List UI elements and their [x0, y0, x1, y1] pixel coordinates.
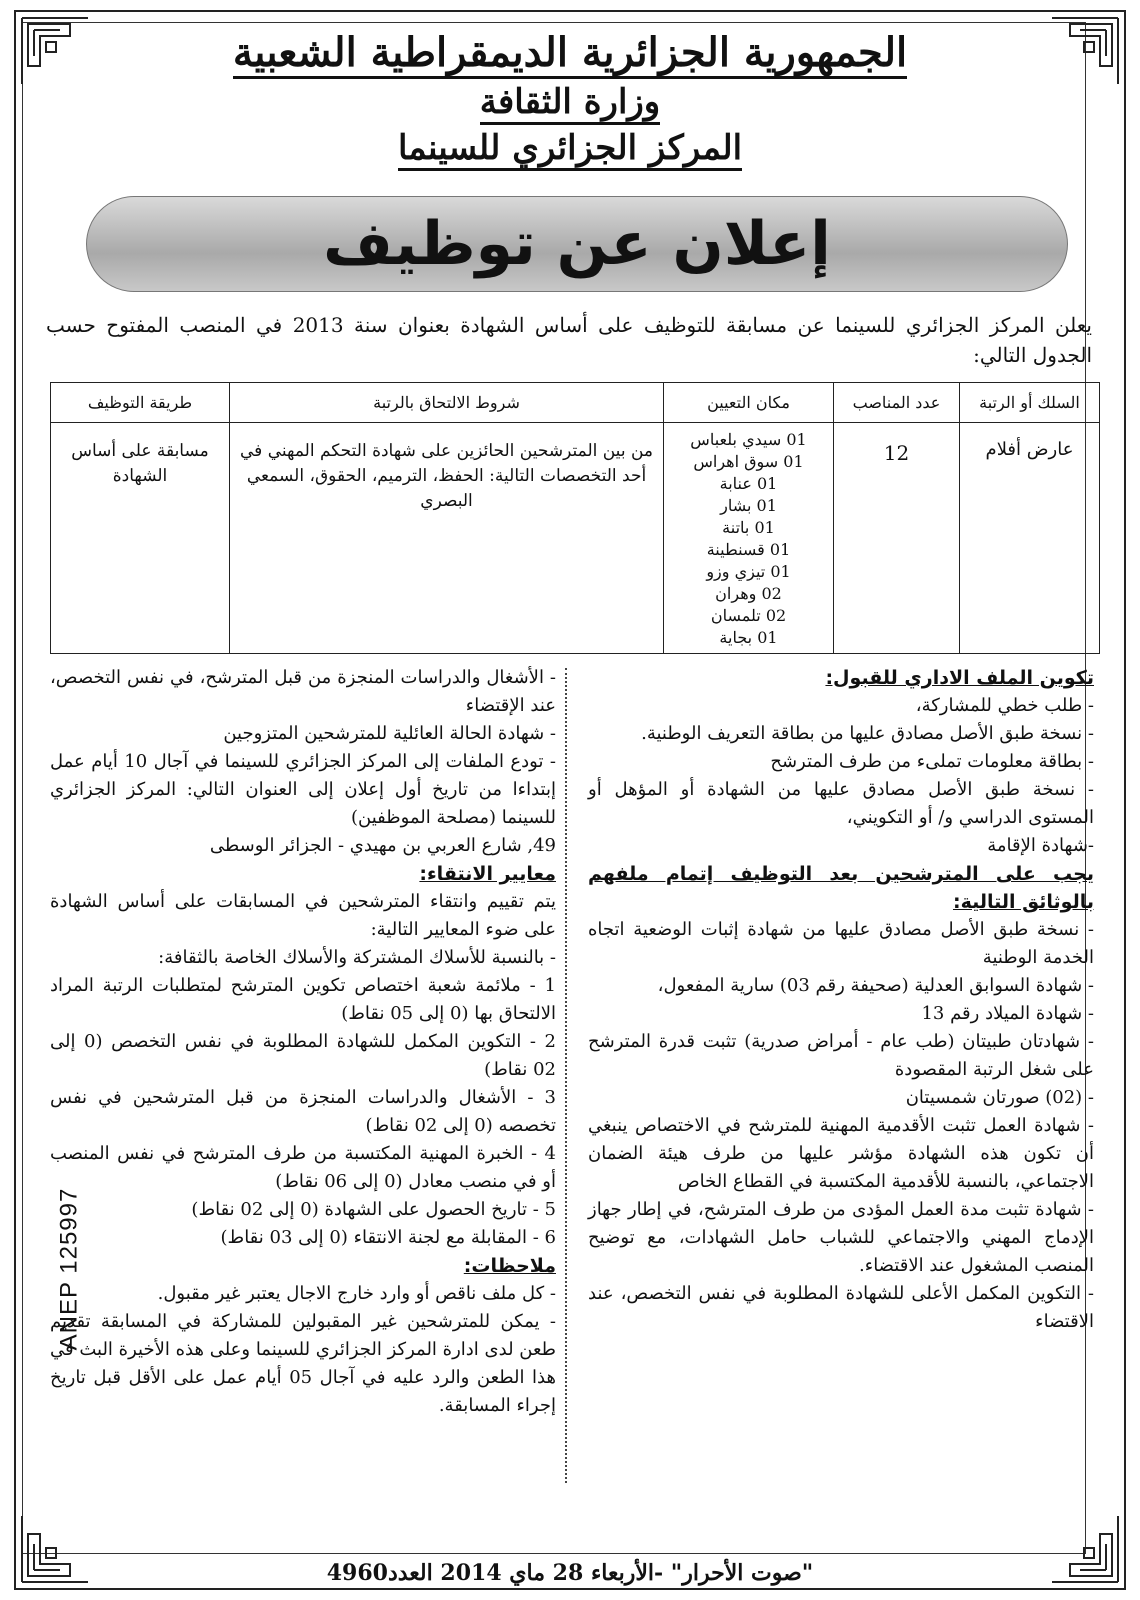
admin-file-title: تكوين الملف الاداري للقبول:	[825, 667, 1094, 689]
cell-places	[664, 423, 834, 654]
address-line: 49, شارع العربي بن مهيدي - الجزائر الوسطى	[209, 835, 556, 856]
right-column	[588, 664, 1094, 1336]
banner-title: إعلان عن توظيف	[323, 209, 831, 279]
header-method: طريقة التوظيف	[51, 383, 230, 423]
criteria-item: 5 - تاريخ الحصول على الشهادة (0 إلى 02 نقاط)	[191, 1199, 556, 1220]
place-item: 01 قسنطينة	[706, 540, 791, 559]
criteria-item: 4 - الخبرة المهنية المكتسبة من طرف المترشح في نفس المنصب أو في منصب معادل (0 إلى 06 نقاط)	[50, 1143, 556, 1192]
list-item: - شهادة السوابق العدلية (صحيفة رقم 03) سارية المفعول،	[657, 975, 1094, 996]
list-item: - شهادة الميلاد رقم 13	[921, 1003, 1094, 1024]
criteria-item: 6 - المقابلة مع لجنة الانتقاء (0 إلى 03 نقاط)	[220, 1227, 556, 1248]
place-item: 02 تلمسان	[710, 606, 787, 625]
header-conditions: شروط الالتحاق بالرتبة	[230, 383, 664, 423]
criteria-intro: يتم تقييم وانتقاء المترشحين في المسابقات على أساس الشهادة على ضوء المعايير التالية:	[50, 891, 556, 940]
place-item: 01 باتنة	[722, 518, 775, 537]
place-item: 01 سوق اهراس	[693, 452, 804, 471]
cell-count: 12	[834, 423, 960, 654]
list-item: - شهادة العمل تثبت الأقدمية المهنية للمترشح في الاختصاص ينبغي أن تكون هذه الشهادة مؤشر عليها من طرف هيئة الضمان الاجتماعي، بالنسبة للأقدمية المكتسبة في القطاع الخاص	[588, 1115, 1094, 1192]
list-item: - تودع الملفات إلى المركز الجزائري للسينما في آجال 10 أيام عمل إبتداءا من تاريخ أول إعلان إلى العنوان التالي: المركز الجزائري للسينما (مصلحة الموظفين)	[50, 751, 556, 828]
announcement-banner	[86, 196, 1068, 292]
center-title: المركز الجزائري للسينما	[398, 129, 742, 171]
cell-rank: عارض أفلام	[960, 423, 1100, 654]
table-row	[51, 423, 1100, 654]
list-item: - طلب خطي للمشاركة،	[915, 695, 1094, 716]
ministry-title: وزارة الثقافة	[480, 83, 660, 125]
list-item: - نسخة طبق الأصل مصادق عليها من بطاقة التعريف الوطنية.	[641, 723, 1094, 744]
side-code: ANEP 125997	[55, 1187, 83, 1351]
note-item: - يمكن للمترشحين غير المقبولين للمشاركة في المسابقة تقديم طعن لدى ادارة المركز الجزائري للسينما وعلى هذه الأخيرة البث في هذا الطعن والرد عليه في آجال 05 أيام عمل على الأقل قبل تاريخ إجراء المسابقة.	[50, 1311, 556, 1416]
place-item: 01 سيدي بلعباس	[690, 430, 807, 449]
cell-method: مسابقة على أساس الشهادة	[51, 423, 230, 654]
note-item: - كل ملف ناقص أو وارد خارج الاجال يعتبر غير مقبول.	[157, 1283, 556, 1304]
place-item: 01 بشار	[720, 496, 777, 515]
column-divider	[565, 668, 567, 1483]
list-item: - (02) صورتان شمسيتان	[905, 1087, 1094, 1108]
list-item: - بطاقة معلومات تملىء من طرف المترشح	[770, 751, 1094, 772]
criteria-item: 1 - ملائمة شعبة اختصاص تكوين المترشح لمتطلبات الرتبة المراد الالتحاق بها (0 إلى 05 نقاط)	[50, 975, 556, 1024]
list-item: -شهادة الإقامة	[987, 835, 1094, 856]
list-item: - نسخة طبق الأصل مصادق عليها من الشهادة أو المؤهل أو المستوى الدراسي و/ أو التكويني،	[588, 779, 1094, 828]
criteria-item: 2 - التكوين المكمل للشهادة المطلوبة في نفس التخصص (0 إلى 02 نقاط)	[50, 1031, 556, 1080]
list-item: - شهادة تثبت مدة العمل المؤدى من طرف المترشح، في إطار جهاز الإدماج المهني والاجتماعي للشباب حامل الشهادات، مع توضيح المنصب المشغول عند الاقتضاء.	[588, 1199, 1094, 1276]
list-item: - التكوين المكمل الأعلى للشهادة المطلوبة في نفس التخصص، عند الاقتضاء	[588, 1283, 1094, 1332]
cell-conditions: من بين المترشحين الحائزين على شهادة التحكم المهني في أحد التخصصات التالية: الحفظ، الترميم، الحقوق، السمعي البصري	[230, 423, 664, 654]
list-item: - شهادتان طبيتان (طب عام - أمراض صدرية) تثبت قدرة المترشح على شغل الرتبة المقصودة	[588, 1031, 1094, 1080]
list-item: - نسخة طبق الأصل مصادق عليها من شهادة إثبات الوضعية اتجاه الخدمة الوطنية	[588, 919, 1094, 968]
place-item: 01 تيزي وزو	[706, 562, 791, 581]
post-hiring-title: يجب على المترشحين بعد التوظيف إتمام ملفهم بالوثائق التالية:	[588, 863, 1094, 913]
header-place: مكان التعيين	[664, 383, 834, 423]
list-item: - شهادة الحالة العائلية للمترشحين المتزوجين	[223, 723, 556, 744]
table-header-row	[51, 383, 1100, 423]
criteria-title: معايير الانتقاء:	[419, 863, 556, 885]
place-item: 01 بجاية	[719, 628, 778, 647]
list-item: - الأشغال والدراسات المنجزة من قبل المترشح، في نفس التخصص، عند الإقتضاء	[50, 667, 556, 716]
place-item: 01 عنابة	[719, 474, 778, 493]
header-rank: السلك أو الرتبة	[960, 383, 1100, 423]
criteria-item: 3 - الأشغال والدراسات المنجزة من قبل المترشحين في نفس تخصصه (0 إلى 02 نقاط)	[50, 1087, 556, 1136]
positions-table	[50, 382, 1100, 654]
intro-paragraph: يعلن المركز الجزائري للسينما عن مسابقة للتوظيف على أساس الشهادة بعنوان سنة 2013 في المنصب المفتوح حسب الجدول التالي:	[46, 313, 1092, 367]
left-column	[50, 664, 556, 1420]
footer-publication: "صوت الأحرار" -الأربعاء 28 ماي 2014 العدد4960	[326, 1560, 814, 1586]
notes-title: ملاحظات:	[463, 1255, 556, 1277]
criteria-sub: - بالنسبة للأسلاك المشتركة والأسلاك الخاصة بالثقافة:	[158, 947, 556, 968]
header	[0, 30, 1140, 171]
place-item: 02 وهران	[715, 584, 782, 603]
republic-title: الجمهورية الجزائرية الديمقراطية الشعبية	[233, 30, 907, 79]
header-count: عدد المناصب	[834, 383, 960, 423]
